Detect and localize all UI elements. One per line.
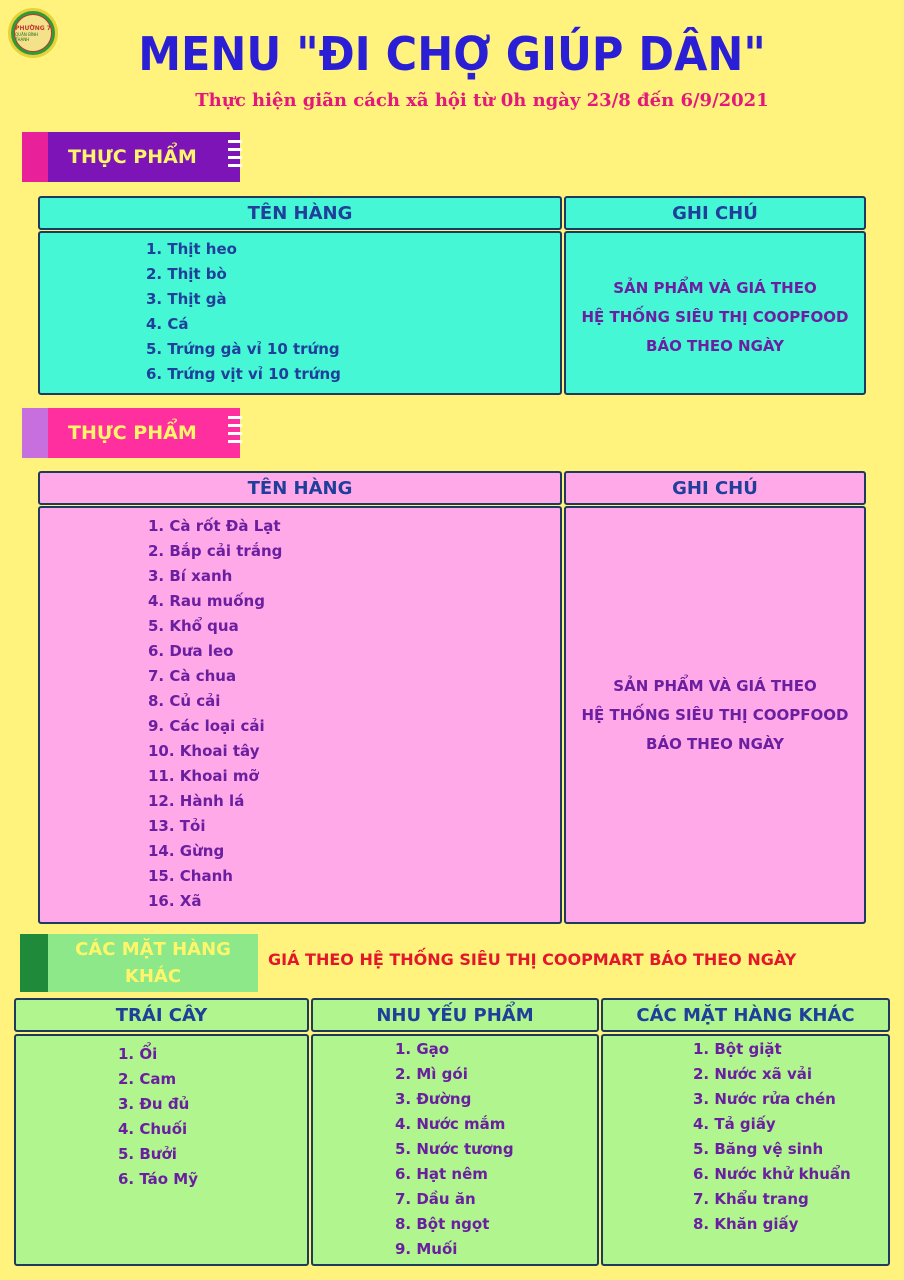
fruit-list-box bbox=[14, 1034, 309, 1266]
list-item: 2. Mì gói bbox=[395, 1065, 468, 1083]
section2-note-line: SẢN PHẨM VÀ GIÁ THEO bbox=[613, 676, 817, 695]
list-item: 2. Nước xã vải bbox=[693, 1065, 813, 1083]
section1-note-line: SẢN PHẨM VÀ GIÁ THEO bbox=[613, 278, 817, 297]
list-item: 3. Thịt gà bbox=[146, 290, 227, 308]
banner-accent bbox=[20, 934, 48, 992]
list-item: 9. Các loại cải bbox=[148, 717, 265, 735]
list-item: 1. Bột giặt bbox=[693, 1040, 782, 1058]
list-item: 14. Gừng bbox=[148, 842, 225, 860]
list-item: 4. Rau muống bbox=[148, 592, 265, 610]
section1-banner-label: THỰC PHẨM bbox=[48, 132, 240, 182]
section2-col-note-label: GHI CHÚ bbox=[672, 477, 758, 499]
other-goods-list-box bbox=[601, 1034, 890, 1266]
list-item: 8. Khăn giấy bbox=[693, 1215, 799, 1233]
list-item: 6. Nước khử khuẩn bbox=[693, 1165, 851, 1183]
logo-text: PHƯỜNG 7 bbox=[15, 24, 51, 32]
section1-col-item-label: TÊN HÀNG bbox=[247, 202, 353, 224]
list-item: 2. Cam bbox=[118, 1070, 177, 1088]
list-item: 3. Nước rửa chén bbox=[693, 1090, 836, 1108]
list-item: 6. Trứng vịt vỉ 10 trứng bbox=[146, 365, 341, 383]
essentials-list bbox=[395, 1037, 597, 1262]
section1-note-box bbox=[564, 231, 866, 395]
list-item: 9. Muối bbox=[395, 1240, 458, 1258]
list-item: 3. Bí xanh bbox=[148, 567, 233, 585]
list-item: 13. Tỏi bbox=[148, 817, 206, 835]
section2-header-item bbox=[38, 471, 562, 505]
list-item: 16. Xã bbox=[148, 892, 202, 910]
list-item: 15. Chanh bbox=[148, 867, 233, 885]
list-item: 11. Khoai mỡ bbox=[148, 767, 259, 785]
list-item: 1. Thịt heo bbox=[146, 240, 237, 258]
list-item: 5. Nước tương bbox=[395, 1140, 514, 1158]
essentials-header bbox=[311, 998, 599, 1032]
list-item: 5. Bưởi bbox=[118, 1145, 177, 1163]
page-title: MENU "ĐI CHỢ GIÚP DÂN" bbox=[138, 27, 766, 82]
section1-item-list-box bbox=[38, 231, 562, 395]
list-item: 8. Bột ngọt bbox=[395, 1215, 490, 1233]
section1-header-item bbox=[38, 196, 562, 230]
section2-note-box bbox=[564, 506, 866, 924]
banner-accent bbox=[22, 408, 48, 458]
fruit-list bbox=[118, 1042, 307, 1192]
section2-note-line: HỆ THỐNG SIÊU THỊ COOPFOOD bbox=[581, 705, 849, 724]
other-goods-header-label: CÁC MẶT HÀNG KHÁC bbox=[636, 1004, 855, 1026]
section3-banner-line: KHÁC bbox=[124, 966, 182, 987]
section3-banner-line: CÁC MẶT HÀNG bbox=[75, 939, 231, 960]
list-item: 1. Cà rốt Đà Lạt bbox=[148, 517, 281, 535]
list-item: 4. Tả giấy bbox=[693, 1115, 776, 1133]
list-item: 6. Dưa leo bbox=[148, 642, 234, 660]
list-item: 6. Táo Mỹ bbox=[118, 1170, 199, 1188]
list-item: 1. Ổi bbox=[118, 1045, 158, 1063]
list-item: 7. Khẩu trang bbox=[693, 1190, 809, 1208]
section1-header-note bbox=[564, 196, 866, 230]
section2-header-note bbox=[564, 471, 866, 505]
page-subtitle: Thực hiện giãn cách xã hội từ 0h ngày 23/8 đến 6/9/2021 bbox=[195, 90, 769, 111]
list-item: 12. Hành lá bbox=[148, 792, 245, 810]
section1-note-line: BÁO THEO NGÀY bbox=[646, 336, 784, 355]
list-item: 10. Khoai tây bbox=[148, 742, 260, 760]
list-item: 7. Cà chua bbox=[148, 667, 237, 685]
logo-subtext: QUẬN BÌNH THẠNH bbox=[15, 31, 38, 42]
section3-banner-body bbox=[48, 934, 258, 992]
banner-stripes bbox=[228, 416, 242, 448]
list-item: 2. Bắp cải trắng bbox=[148, 542, 283, 560]
list-item: 3. Đu đủ bbox=[118, 1095, 190, 1113]
other-goods-list bbox=[693, 1037, 888, 1237]
essentials-list-box bbox=[311, 1034, 599, 1266]
essentials-header-label: NHU YẾU PHẨM bbox=[376, 1004, 534, 1026]
section1-item-list bbox=[146, 237, 560, 387]
list-item: 5. Khổ qua bbox=[148, 617, 239, 635]
list-item: 4. Nước mắm bbox=[395, 1115, 506, 1133]
fruit-header bbox=[14, 998, 309, 1032]
list-item: 5. Trứng gà vỉ 10 trứng bbox=[146, 340, 340, 358]
price-note: GIÁ THEO HỆ THỐNG SIÊU THỊ COOPMART BÁO THEO NGÀY bbox=[268, 950, 797, 969]
list-item: 4. Cá bbox=[146, 315, 189, 333]
section2-item-list bbox=[148, 514, 560, 914]
section1-banner bbox=[22, 132, 240, 182]
fruit-header-label: TRÁI CÂY bbox=[115, 1004, 208, 1026]
section2-item-list-box bbox=[38, 506, 562, 924]
section1-note-line: HỆ THỐNG SIÊU THỊ COOPFOOD bbox=[581, 307, 849, 326]
list-item: 6. Hạt nêm bbox=[395, 1165, 488, 1183]
section3-banner bbox=[20, 934, 258, 992]
section2-col-item-label: TÊN HÀNG bbox=[247, 477, 353, 499]
list-item: 4. Chuối bbox=[118, 1120, 188, 1138]
section2-banner-label: THỰC PHẨM bbox=[48, 408, 240, 458]
list-item: 3. Đường bbox=[395, 1090, 472, 1108]
section1-col-note-label: GHI CHÚ bbox=[672, 202, 758, 224]
list-item: 8. Củ cải bbox=[148, 692, 221, 710]
list-item: 1. Gạo bbox=[395, 1040, 450, 1058]
banner-stripes bbox=[228, 140, 242, 172]
list-item: 7. Dầu ăn bbox=[395, 1190, 476, 1208]
other-goods-header bbox=[601, 998, 890, 1032]
list-item: 5. Băng vệ sinh bbox=[693, 1140, 824, 1158]
list-item: 2. Thịt bò bbox=[146, 265, 227, 283]
banner-accent bbox=[22, 132, 48, 182]
section2-banner bbox=[22, 408, 240, 458]
section2-note-line: BÁO THEO NGÀY bbox=[646, 734, 784, 753]
